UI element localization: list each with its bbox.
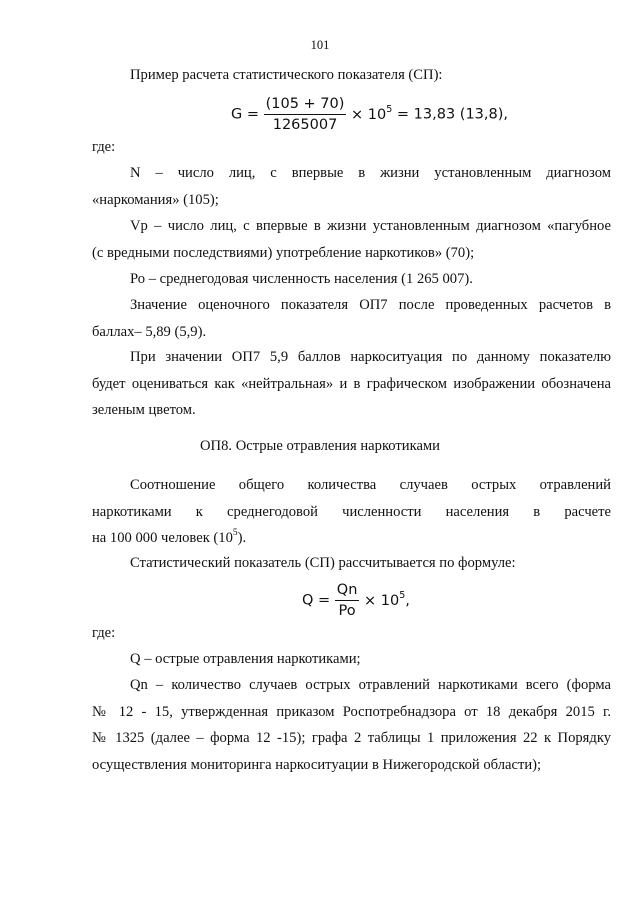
ratio-line-3-exponent: 5 <box>232 528 238 539</box>
formula-q-times-text: × 10 <box>364 592 400 609</box>
formula-g-lhs: G = <box>231 106 259 123</box>
definition-qn-line-3: № 1325 (далее – форма 12 -15); графа 2 таблицы 1 приложения 22 к Порядку <box>92 730 611 746</box>
definition-vp-line-1: Vp – число лиц, с впервые в жизни установленным диагнозом «пагубное <box>130 218 611 234</box>
ratio-line-1: Соотношение общего количества случаев острых отравлений <box>130 477 611 493</box>
where-label-1 <box>92 134 611 161</box>
formula-q-fraction <box>335 580 360 621</box>
example-heading-text: Пример расчета статистического показателя (СП): <box>130 67 443 83</box>
ratio-line-2: наркотиками к среднегодовой численности населения в расчете <box>92 503 611 520</box>
page-number: 101 <box>310 38 330 52</box>
formula-g-numerator: (105 + 70) <box>265 96 345 112</box>
where-label-1-text: где: <box>92 139 116 155</box>
definition-q <box>92 646 611 673</box>
formula-q-denominator: Po <box>335 600 360 621</box>
definition-n <box>92 160 611 213</box>
formula-g-result: = 13,83 (13,8), <box>396 106 508 123</box>
definition-vp <box>92 213 611 266</box>
formula-q-times <box>364 589 410 609</box>
formula-q-numerator: Qn <box>336 582 358 598</box>
formula-g-denominator: 1265007 <box>264 114 347 135</box>
example-heading <box>92 62 611 89</box>
definition-qn-line-1: Qn – количество случаев острых отравлений наркотиками всего (форма <box>130 677 611 693</box>
definition-n-line-2: «наркомания» (105); <box>92 191 219 208</box>
op7-conclusion-line-2: будет оцениваться как «нейтральная» и в графическом изображении обозначена <box>92 375 611 392</box>
formula-intro-text: Статистический показатель (СП) рассчитывается по формуле: <box>130 555 516 571</box>
formula-q-exponent: 5 <box>399 589 406 601</box>
ratio-paragraph <box>92 472 611 552</box>
definition-qn-line-2: № 12 - 15, утвержденная приказом Роспотребнадзора от 18 декабря 2015 г. <box>92 703 611 720</box>
formula-g-times <box>351 103 393 123</box>
formula-q-end: , <box>405 592 410 609</box>
formula-g-times-text: × 10 <box>351 106 387 123</box>
op7-value-line-2: баллах– 5,89 (5,9). <box>92 323 207 340</box>
where-label-2 <box>92 620 611 647</box>
formula-g-fraction <box>264 94 347 135</box>
formula-q <box>302 580 410 621</box>
formula-g-exponent: 5 <box>386 103 393 115</box>
formula-q-lhs: Q = <box>302 592 331 609</box>
op7-conclusion-line-3: зеленым цветом. <box>92 402 196 418</box>
formula-g <box>231 94 508 135</box>
definition-po-text: Ро – среднегодовая численность населения (1 265 007). <box>130 271 473 287</box>
where-label-2-text: где: <box>92 625 116 641</box>
op7-value-line-1: Значение оценочного показателя ОП7 после проведенных расчетов в <box>130 297 611 313</box>
section-heading-op8: ОП8. Острые отравления наркотиками <box>200 438 440 454</box>
definition-po <box>92 266 611 293</box>
definition-qn-line-4: осуществления мониторинга наркоситуации в Нижегородской области); <box>92 756 542 773</box>
definition-vp-line-2: (с вредными последствиями) употребление наркотиков» (70); <box>92 244 475 261</box>
definition-n-line-1: N – число лиц, с впервые в жизни установленным диагнозом <box>130 165 611 181</box>
ratio-line-3-end: ). <box>237 530 247 546</box>
formula-intro <box>92 550 611 577</box>
definition-q-text: Q – острые отравления наркотиками; <box>130 651 361 667</box>
op7-value-paragraph <box>92 292 611 345</box>
op7-conclusion-paragraph <box>92 344 611 424</box>
ratio-line-3 <box>92 525 611 552</box>
definition-qn <box>92 672 611 778</box>
ratio-line-3-text: на 100 000 человек (10 <box>92 530 233 546</box>
op7-conclusion-line-1: При значении ОП7 5,9 баллов наркоситуация по данному показателю <box>130 349 611 365</box>
